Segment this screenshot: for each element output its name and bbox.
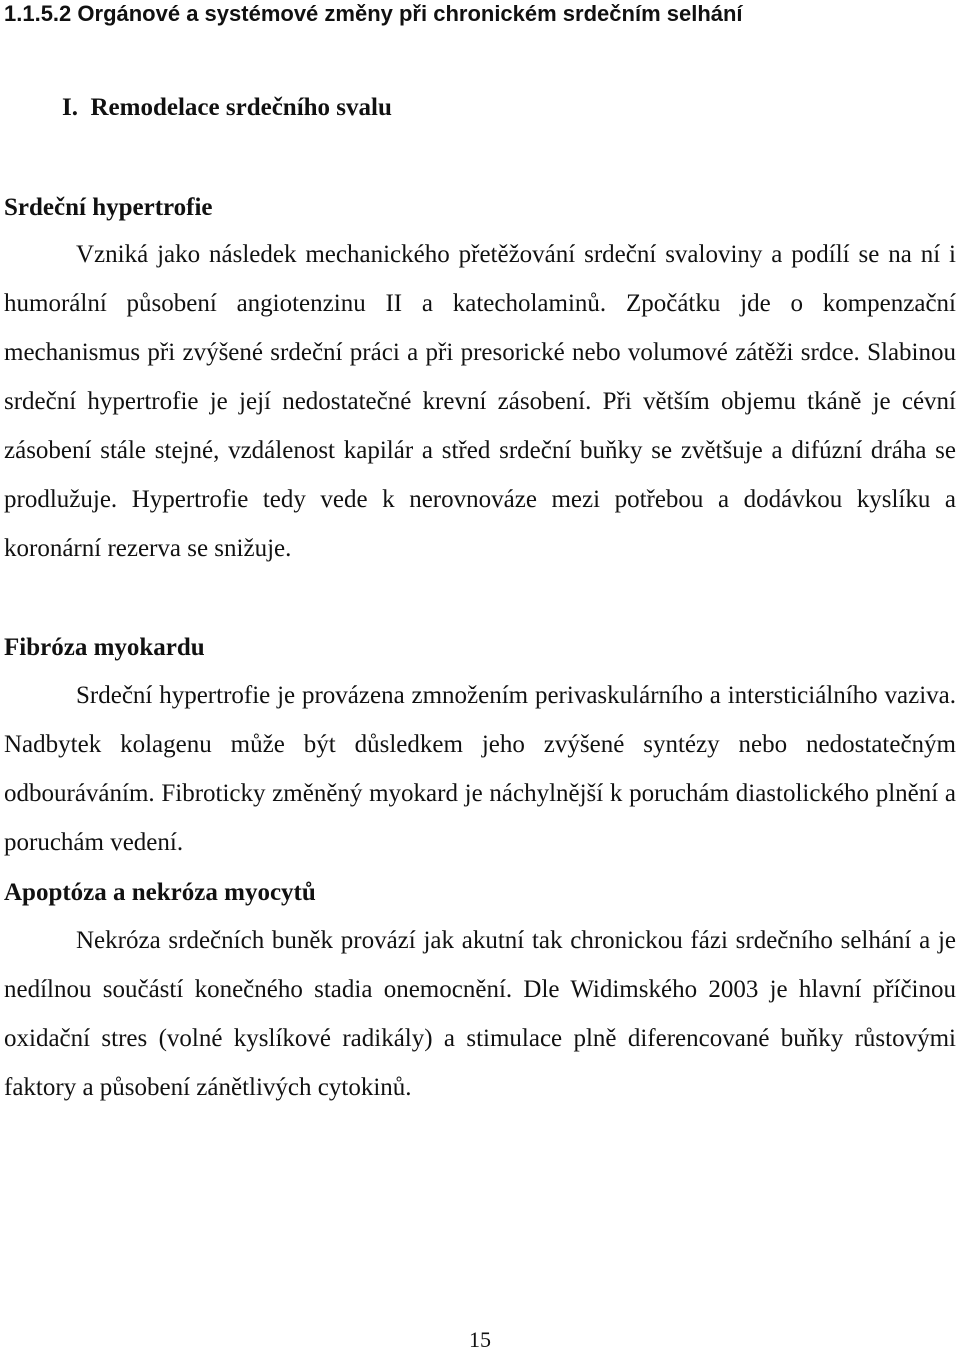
- topic-heading-fibrosis: Fibróza myokardu: [4, 634, 205, 661]
- section-heading: 1.1.5.2 Orgánové a systémové změny při chronickém srdečním selhání: [4, 1, 743, 26]
- paragraph-hypertrophy: Vzniká jako následek mechanického přetěžování srdeční svaloviny a podílí se na ní i humorální působení angiotenzinu II a katecholaminů. Zpočátku jde o kompenzační mechanismus při zvýšené srdeční práci a při presorické nebo volumové zátěži srdce. Slabinou srdeční hypertrofie je její nedostatečné krevní zásobení. Při větším objemu tkáně je cévní zásobení stále stejné, vzdálenost kapilár a střed srdeční buňky se zvětšuje a difúzní dráha se prodlužuje. Hypertrofie tedy vede k nerovnováze mezi potřebou a dodávkou kyslíku a koronární rezerva se snižuje.: [4, 241, 956, 562]
- subsection-heading: [4, 93, 392, 123]
- page-number: 15: [469, 1327, 491, 1352]
- subsection-title: Remodelace srdečního svalu: [90, 94, 392, 121]
- topic-heading-hypertrophy: Srdeční hypertrofie: [4, 194, 213, 221]
- paragraph-apoptosis: Nekróza srdečních buněk provází jak akutní tak chronickou fázi srdečního selhání a je nedílnou součástí konečného stadia onemocnění. Dle Widimského 2003 je hlavní příčinou oxidační stres (volné kyslíkové radikály) a stimulace plně diferencované buňky růstovými faktory a působení zánětlivých cytokinů.: [4, 927, 956, 1101]
- paragraph-fibrosis: Srdeční hypertrofie je provázena zmnožením perivaskulárního a intersticiálního vaziva. Nadbytek kolagenu může být důsledkem jeho zvýšené syntézy nebo nedostatečným odbouráváním. Fibroticky změněný myokard je náchylnější k poruchám diastolického plnění a poruchám vedení.: [4, 682, 956, 856]
- topic-heading-apoptosis: Apoptóza a nekróza myocytů: [4, 879, 316, 906]
- subsection-numeral: I.: [62, 94, 78, 121]
